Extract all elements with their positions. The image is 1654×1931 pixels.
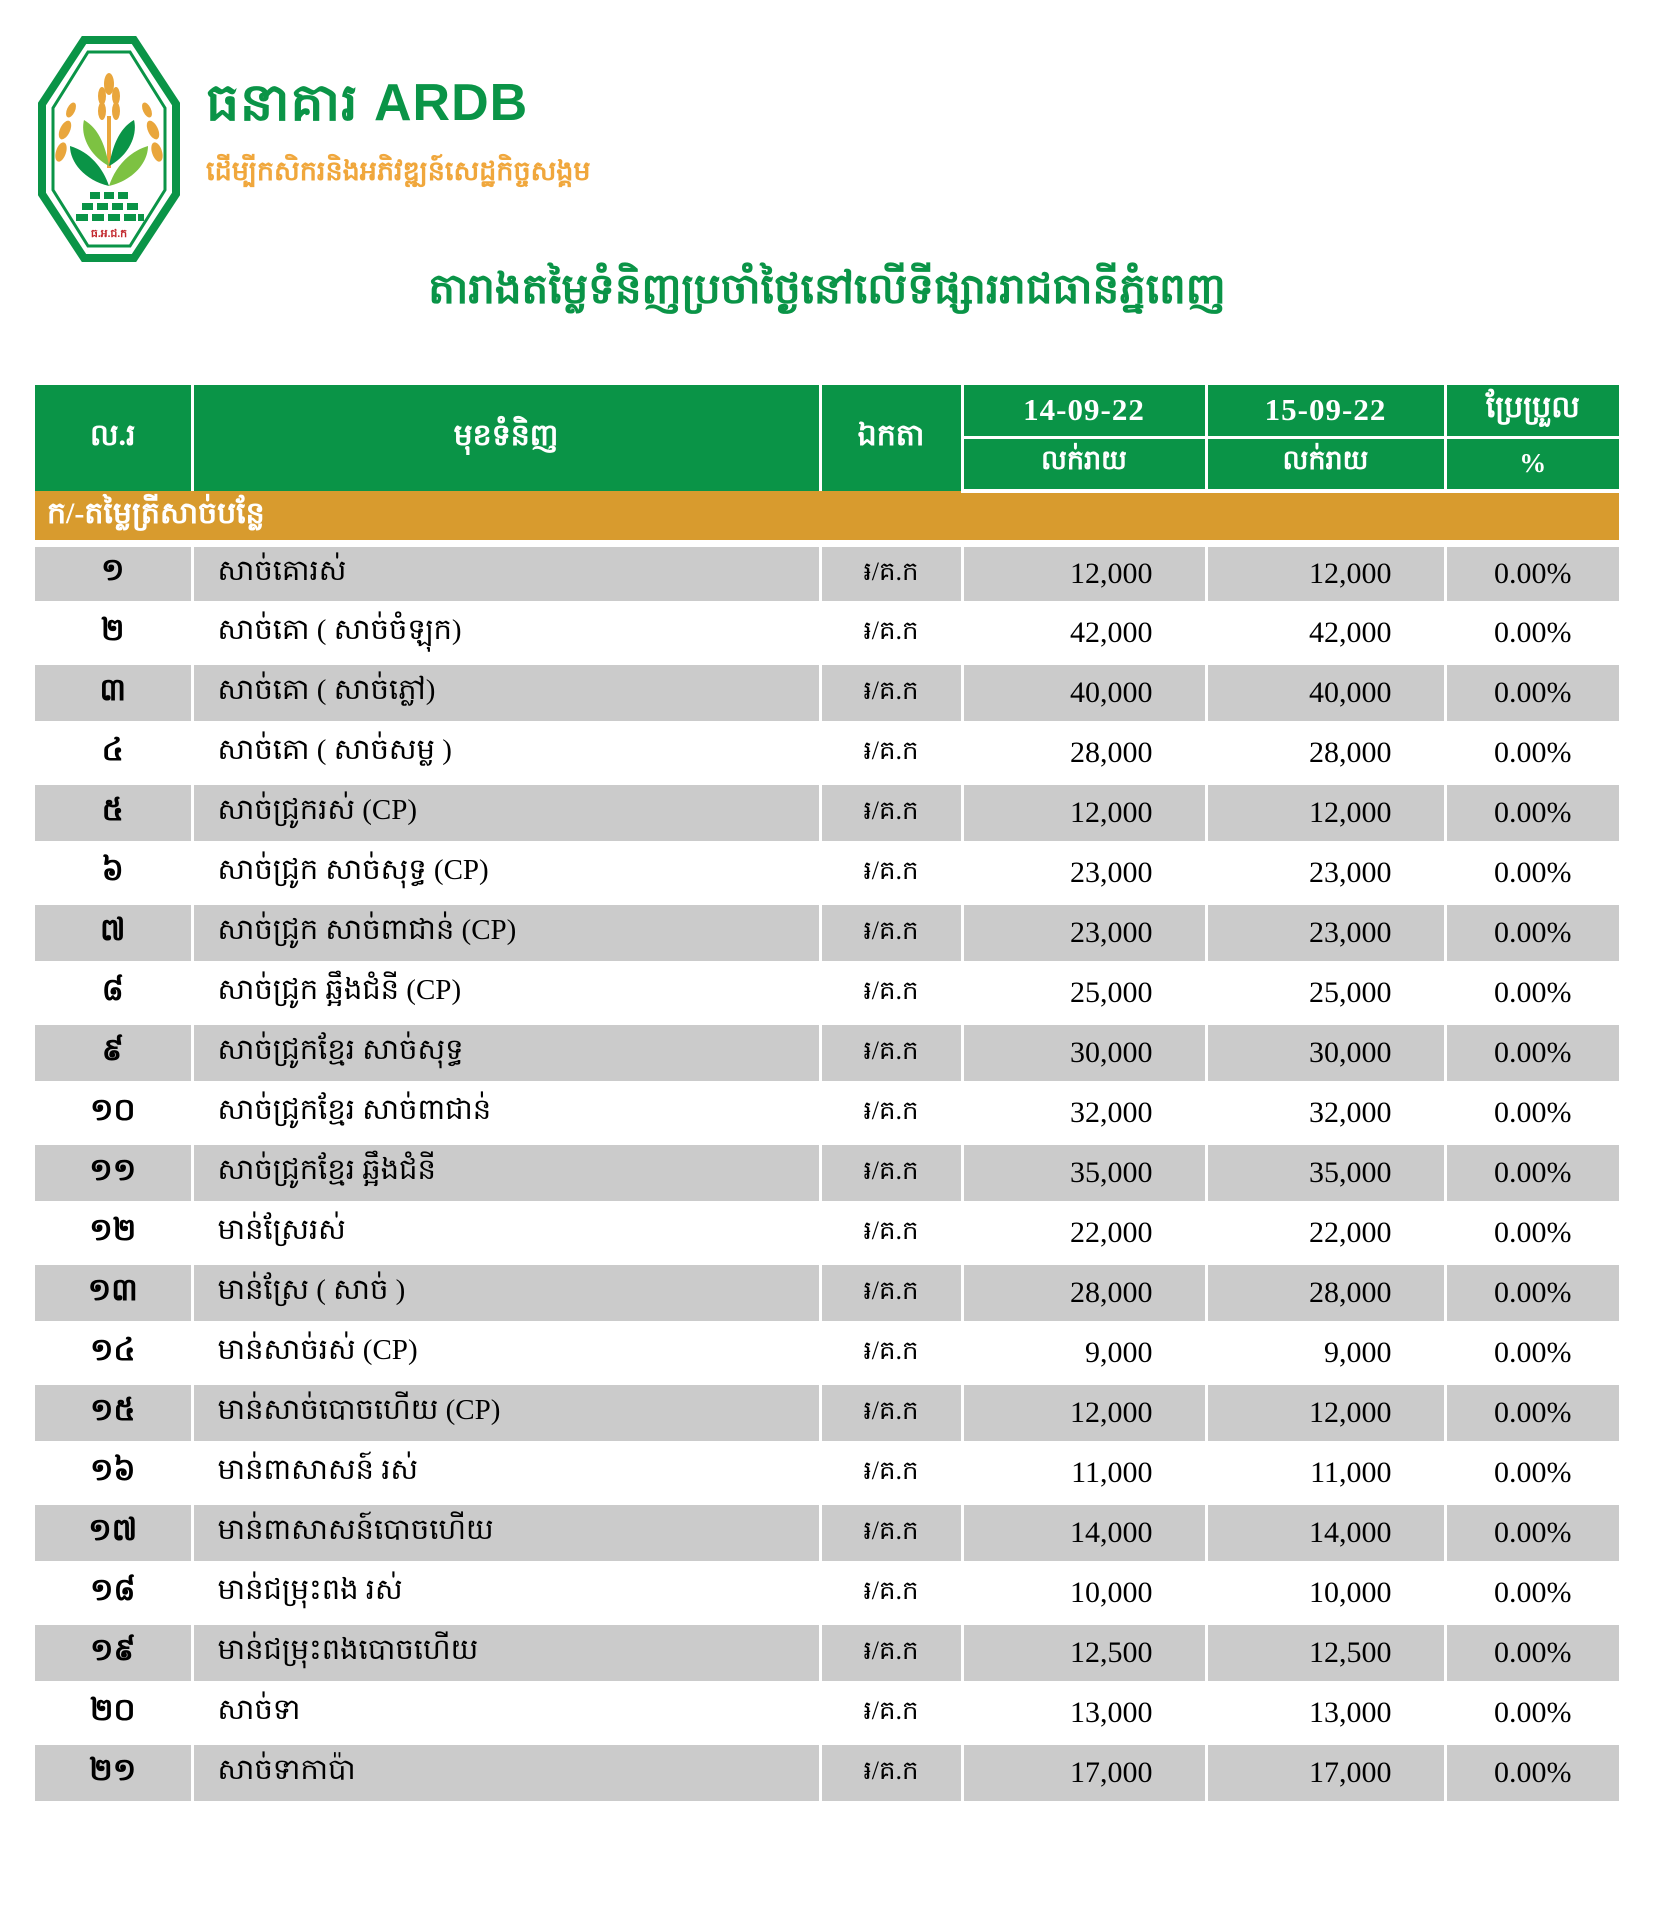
product-name: មាន់ពាសាសន៍បោចហើយ	[192, 1503, 820, 1563]
unit: ៛/គ.ក	[820, 543, 962, 603]
row-number: ១៦	[35, 1443, 192, 1503]
price-14-09-22: 17,000	[962, 1743, 1206, 1803]
change-percent: 0.00%	[1445, 1503, 1619, 1563]
product-name: សាច់ទា	[192, 1683, 820, 1743]
table-row	[35, 1443, 1619, 1503]
change-percent: 0.00%	[1445, 1623, 1619, 1683]
product-name: សាច់ជ្រូក សាច់សុទ្ធ (CP)	[192, 843, 820, 903]
table-row	[35, 1623, 1619, 1683]
brand-name-latin: ARDB	[374, 74, 529, 132]
unit: ៛/គ.ក	[820, 1443, 962, 1503]
col-header-date-1: 14-09-22	[962, 385, 1206, 437]
price-15-09-22: 32,000	[1206, 1083, 1445, 1143]
change-percent: 0.00%	[1445, 723, 1619, 783]
price-14-09-22: 35,000	[962, 1143, 1206, 1203]
price-15-09-22: 12,000	[1206, 783, 1445, 843]
product-name: សាច់ទាកាប៉ា	[192, 1743, 820, 1803]
change-percent: 0.00%	[1445, 1563, 1619, 1623]
price-15-09-22: 42,000	[1206, 603, 1445, 663]
table-row	[35, 1743, 1619, 1803]
price-14-09-22: 22,000	[962, 1203, 1206, 1263]
change-percent: 0.00%	[1445, 1323, 1619, 1383]
row-number: ១៣	[35, 1263, 192, 1323]
ardb-logo-icon	[38, 34, 180, 264]
row-number: ១៥	[35, 1383, 192, 1443]
unit: ៛/គ.ក	[820, 1683, 962, 1743]
price-14-09-22: 13,000	[962, 1683, 1206, 1743]
table-row	[35, 663, 1619, 723]
table-row	[35, 543, 1619, 603]
unit: ៛/គ.ក	[820, 1743, 962, 1803]
col-subheader-retail-1: លក់រាយ	[962, 437, 1206, 491]
col-subheader-retail-2: លក់រាយ	[1206, 437, 1445, 491]
row-number: ១២	[35, 1203, 192, 1263]
price-15-09-22: 12,500	[1206, 1623, 1445, 1683]
price-15-09-22: 30,000	[1206, 1023, 1445, 1083]
product-name: សាច់គោ ( សាច់សម្ល )	[192, 723, 820, 783]
price-14-09-22: 12,000	[962, 783, 1206, 843]
change-percent: 0.00%	[1445, 1443, 1619, 1503]
product-name: សាច់ជ្រូកខ្មែរ សាច់ពាជាន់	[192, 1083, 820, 1143]
price-14-09-22: 32,000	[962, 1083, 1206, 1143]
row-number: ៣	[35, 663, 192, 723]
price-14-09-22: 23,000	[962, 843, 1206, 903]
price-15-09-22: 13,000	[1206, 1683, 1445, 1743]
unit: ៛/គ.ក	[820, 1623, 962, 1683]
price-15-09-22: 40,000	[1206, 663, 1445, 723]
table-row	[35, 723, 1619, 783]
col-subheader-percent: %	[1445, 437, 1619, 491]
change-percent: 0.00%	[1445, 903, 1619, 963]
table-row	[35, 1263, 1619, 1323]
price-table	[35, 385, 1619, 1805]
row-number: ៩	[35, 1023, 192, 1083]
price-15-09-22: 28,000	[1206, 1263, 1445, 1323]
unit: ៛/គ.ក	[820, 723, 962, 783]
price-15-09-22: 28,000	[1206, 723, 1445, 783]
price-14-09-22: 40,000	[962, 663, 1206, 723]
table-row	[35, 1383, 1619, 1443]
table-header-row-1	[35, 385, 1619, 437]
product-name: មាន់សាច់រស់ (CP)	[192, 1323, 820, 1383]
col-header-no: ល.រ	[35, 385, 192, 491]
change-percent: 0.00%	[1445, 1203, 1619, 1263]
product-name: មាន់ស្រែរស់	[192, 1203, 820, 1263]
price-14-09-22: 28,000	[962, 723, 1206, 783]
table-row	[35, 1203, 1619, 1263]
change-percent: 0.00%	[1445, 1683, 1619, 1743]
price-14-09-22: 25,000	[962, 963, 1206, 1023]
col-header-date-2: 15-09-22	[1206, 385, 1445, 437]
brand-header	[38, 34, 591, 264]
change-percent: 0.00%	[1445, 1143, 1619, 1203]
change-percent: 0.00%	[1445, 603, 1619, 663]
price-15-09-22: 12,000	[1206, 1383, 1445, 1443]
table-row	[35, 1503, 1619, 1563]
change-percent: 0.00%	[1445, 1023, 1619, 1083]
brand-name	[206, 76, 591, 131]
table-row	[35, 1083, 1619, 1143]
product-name: មាន់ស្រែ ( សាច់ )	[192, 1263, 820, 1323]
price-15-09-22: 11,000	[1206, 1443, 1445, 1503]
product-name: សាច់ជ្រូក ឆ្អឹងជំនី (CP)	[192, 963, 820, 1023]
brand-name-khmer: ធនាគារ	[206, 74, 359, 132]
unit: ៛/គ.ក	[820, 603, 962, 663]
unit: ៛/គ.ក	[820, 1023, 962, 1083]
row-number: ២	[35, 603, 192, 663]
price-14-09-22: 42,000	[962, 603, 1206, 663]
product-name: សាច់ជ្រូកខ្មែរ សាច់សុទ្ធ	[192, 1023, 820, 1083]
row-number: ១៨	[35, 1563, 192, 1623]
table-row	[35, 1323, 1619, 1383]
row-number: ១៧	[35, 1503, 192, 1563]
col-header-product: មុខទំនិញ	[192, 385, 820, 491]
col-header-change: ប្រែប្រួល	[1445, 385, 1619, 437]
row-number: ៥	[35, 783, 192, 843]
row-number: ១៤	[35, 1323, 192, 1383]
product-name: សាច់ជ្រូករស់ (CP)	[192, 783, 820, 843]
table-row	[35, 783, 1619, 843]
change-percent: 0.00%	[1445, 963, 1619, 1023]
brand-text	[206, 34, 591, 194]
price-14-09-22: 12,000	[962, 543, 1206, 603]
unit: ៛/គ.ក	[820, 1083, 962, 1143]
price-15-09-22: 17,000	[1206, 1743, 1445, 1803]
row-number: ១០	[35, 1083, 192, 1143]
price-14-09-22: 30,000	[962, 1023, 1206, 1083]
row-number: ៧	[35, 903, 192, 963]
row-number: ៨	[35, 963, 192, 1023]
unit: ៛/គ.ក	[820, 1563, 962, 1623]
change-percent: 0.00%	[1445, 1083, 1619, 1143]
unit: ៛/គ.ក	[820, 1203, 962, 1263]
product-name: សាច់ជ្រូក សាច់ពាជាន់ (CP)	[192, 903, 820, 963]
table-row	[35, 963, 1619, 1023]
price-14-09-22: 28,000	[962, 1263, 1206, 1323]
table-row	[35, 903, 1619, 963]
unit: ៛/គ.ក	[820, 963, 962, 1023]
price-15-09-22: 12,000	[1206, 543, 1445, 603]
change-percent: 0.00%	[1445, 1383, 1619, 1443]
product-name: មាន់សាច់បោចហើយ (CP)	[192, 1383, 820, 1443]
row-number: ២១	[35, 1743, 192, 1803]
table-row	[35, 1563, 1619, 1623]
product-name: សាច់ជ្រូកខ្មែរ ឆ្អឹងជំនី	[192, 1143, 820, 1203]
unit: ៛/គ.ក	[820, 1263, 962, 1323]
product-name: មាន់ជម្រុះពងបោចហើយ	[192, 1623, 820, 1683]
brand-tagline: ដើម្បីកសិករនិងអភិវឌ្ឍន៍សេដ្ឋកិច្ចសង្គម	[206, 155, 591, 186]
price-14-09-22: 10,000	[962, 1563, 1206, 1623]
price-14-09-22: 23,000	[962, 903, 1206, 963]
change-percent: 0.00%	[1445, 783, 1619, 843]
product-name: សាច់គោ ( សាច់ភ្លៅ)	[192, 663, 820, 723]
unit: ៛/គ.ក	[820, 903, 962, 963]
unit: ៛/គ.ក	[820, 1323, 962, 1383]
table-row	[35, 603, 1619, 663]
change-percent: 0.00%	[1445, 1743, 1619, 1803]
table-row	[35, 1023, 1619, 1083]
row-number: ១១	[35, 1143, 192, 1203]
unit: ៛/គ.ក	[820, 663, 962, 723]
row-number: ២០	[35, 1683, 192, 1743]
change-percent: 0.00%	[1445, 843, 1619, 903]
change-percent: 0.00%	[1445, 663, 1619, 723]
price-14-09-22: 14,000	[962, 1503, 1206, 1563]
row-number: ៤	[35, 723, 192, 783]
row-number: ៦	[35, 843, 192, 903]
table-row	[35, 843, 1619, 903]
price-15-09-22: 14,000	[1206, 1503, 1445, 1563]
unit: ៛/គ.ក	[820, 783, 962, 843]
product-name: សាច់គោរស់	[192, 543, 820, 603]
table-row	[35, 1143, 1619, 1203]
price-14-09-22: 11,000	[962, 1443, 1206, 1503]
price-15-09-22: 25,000	[1206, 963, 1445, 1023]
price-14-09-22: 9,000	[962, 1323, 1206, 1383]
unit: ៛/គ.ក	[820, 1383, 962, 1443]
change-percent: 0.00%	[1445, 543, 1619, 603]
table-row	[35, 1683, 1619, 1743]
price-15-09-22: 23,000	[1206, 843, 1445, 903]
price-14-09-22: 12,500	[962, 1623, 1206, 1683]
product-name: មាន់ពាសាសន៍ រស់	[192, 1443, 820, 1503]
page-title: តារាងតម្លៃទំនិញប្រចាំថ្ងៃនៅលើទីផ្សាររាជធានីភ្នំពេញ	[428, 267, 1226, 313]
unit: ៛/គ.ក	[820, 1143, 962, 1203]
emblem-caption: ធ.អ.ជ.ក	[90, 228, 128, 240]
price-15-09-22: 22,000	[1206, 1203, 1445, 1263]
price-15-09-22: 9,000	[1206, 1323, 1445, 1383]
unit: ៛/គ.ក	[820, 1503, 962, 1563]
price-15-09-22: 23,000	[1206, 903, 1445, 963]
price-15-09-22: 35,000	[1206, 1143, 1445, 1203]
section-header: ក/-តម្លៃត្រីសាច់បន្លែ	[35, 491, 1619, 543]
unit: ៛/គ.ក	[820, 843, 962, 903]
price-14-09-22: 12,000	[962, 1383, 1206, 1443]
product-name: មាន់ជម្រុះពង រស់	[192, 1563, 820, 1623]
col-header-unit: ឯកតា	[820, 385, 962, 491]
price-15-09-22: 10,000	[1206, 1563, 1445, 1623]
row-number: ១៩	[35, 1623, 192, 1683]
product-name: សាច់គោ ( សាច់ចំឡុក)	[192, 603, 820, 663]
change-percent: 0.00%	[1445, 1263, 1619, 1323]
row-number: ១	[35, 543, 192, 603]
section-row	[35, 491, 1619, 543]
